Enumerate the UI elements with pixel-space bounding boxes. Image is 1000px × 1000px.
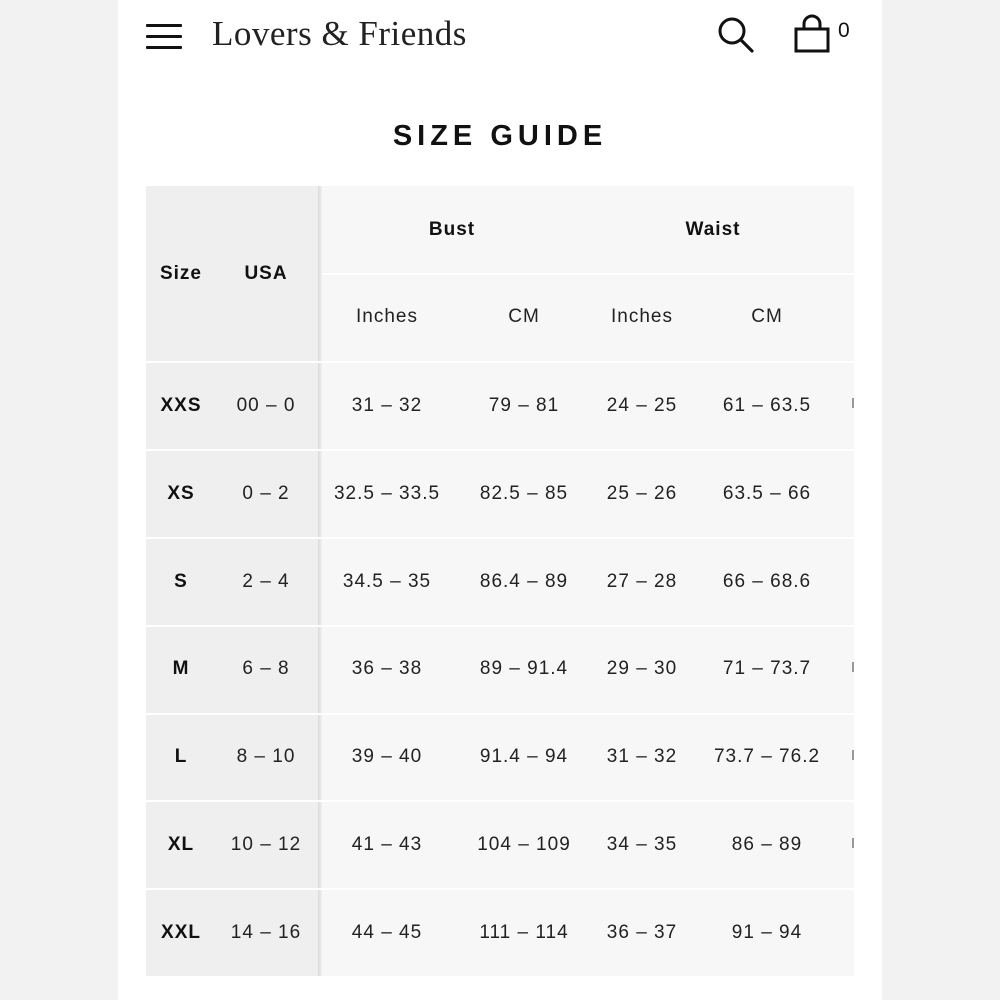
cell-size: XXL	[161, 921, 201, 943]
cell-bust-inches: 41 – 43	[351, 834, 423, 855]
header-bust-inches: Inches	[356, 306, 418, 327]
cell-waist-inches: 31 – 32	[606, 746, 678, 768]
cell-bust-inches: 32.5 – 33.5	[333, 482, 441, 504]
cell-size: XL	[167, 834, 195, 855]
header-waist-cm: CM	[751, 306, 783, 327]
cell-waist-cm: 71 – 73.7	[722, 658, 812, 680]
cell-bust-cm: 91.4 – 94	[479, 746, 569, 768]
cell-bust-inches: 39 – 40	[351, 746, 423, 768]
menu-icon[interactable]	[146, 21, 182, 51]
header-bust: Bust	[428, 218, 476, 240]
cell-bust-cm: 104 – 109	[477, 834, 571, 855]
cell-size: L	[174, 746, 188, 768]
cell-bust-cm: 111 – 114	[479, 921, 569, 943]
cell-bust-inches: 34.5 – 35	[342, 570, 432, 592]
cell-size: M	[172, 658, 190, 680]
page-title: SIZE GUIDE	[392, 120, 608, 152]
cell-usa: 14 – 16	[230, 921, 302, 943]
cell-bust-cm: 89 – 91.4	[479, 658, 569, 680]
cell-waist-cm: 73.7 – 76.2	[713, 746, 821, 768]
clipped-column-hint	[852, 750, 854, 760]
cell-usa: 00 – 0	[236, 395, 296, 416]
cell-waist-cm: 61 – 63.5	[722, 395, 812, 416]
cell-size: XXS	[160, 395, 202, 416]
site-header	[146, 0, 858, 76]
header-waist: Waist	[685, 218, 741, 240]
cell-waist-cm: 63.5 – 66	[722, 482, 812, 504]
cart-count[interactable]: 0	[838, 19, 850, 42]
cell-usa: 8 – 10	[236, 746, 296, 768]
cell-waist-inches: 34 – 35	[606, 834, 678, 855]
cell-size: XS	[167, 482, 195, 504]
cell-bust-cm: 86.4 – 89	[479, 570, 569, 592]
cell-usa: 10 – 12	[230, 834, 302, 855]
cell-bust-cm: 79 – 81	[488, 395, 560, 416]
clipped-column-hint	[852, 398, 854, 408]
cell-waist-cm: 86 – 89	[731, 834, 803, 855]
cell-bust-inches: 44 – 45	[351, 921, 423, 943]
search-icon[interactable]	[716, 14, 756, 56]
cell-usa: 6 – 8	[242, 658, 290, 680]
cell-waist-cm: 66 – 68.6	[722, 570, 812, 592]
cell-bust-inches: 36 – 38	[351, 658, 423, 680]
clipped-column-hint	[852, 662, 854, 672]
cell-waist-inches: 25 – 26	[606, 482, 678, 504]
cell-size: S	[174, 570, 188, 592]
cell-waist-inches: 29 – 30	[606, 658, 678, 680]
cell-waist-cm: 91 – 94	[731, 921, 803, 943]
header-usa: USA	[244, 262, 288, 284]
clipped-column-hint	[852, 838, 854, 848]
cell-bust-cm: 82.5 – 85	[479, 482, 569, 504]
cell-bust-inches: 31 – 32	[351, 395, 423, 416]
cell-waist-inches: 27 – 28	[606, 570, 678, 592]
size-guide-table	[146, 186, 854, 976]
cell-waist-inches: 24 – 25	[606, 395, 678, 416]
cell-usa: 0 – 2	[242, 482, 290, 504]
header-size: Size	[159, 262, 203, 284]
brand-logo[interactable]: Lovers & Friends	[212, 14, 467, 53]
cell-usa: 2 – 4	[242, 570, 290, 592]
cell-waist-inches: 36 – 37	[606, 921, 678, 943]
header-waist-inches: Inches	[611, 306, 673, 327]
header-bust-cm: CM	[508, 306, 540, 327]
shopping-bag-icon[interactable]	[792, 13, 832, 55]
